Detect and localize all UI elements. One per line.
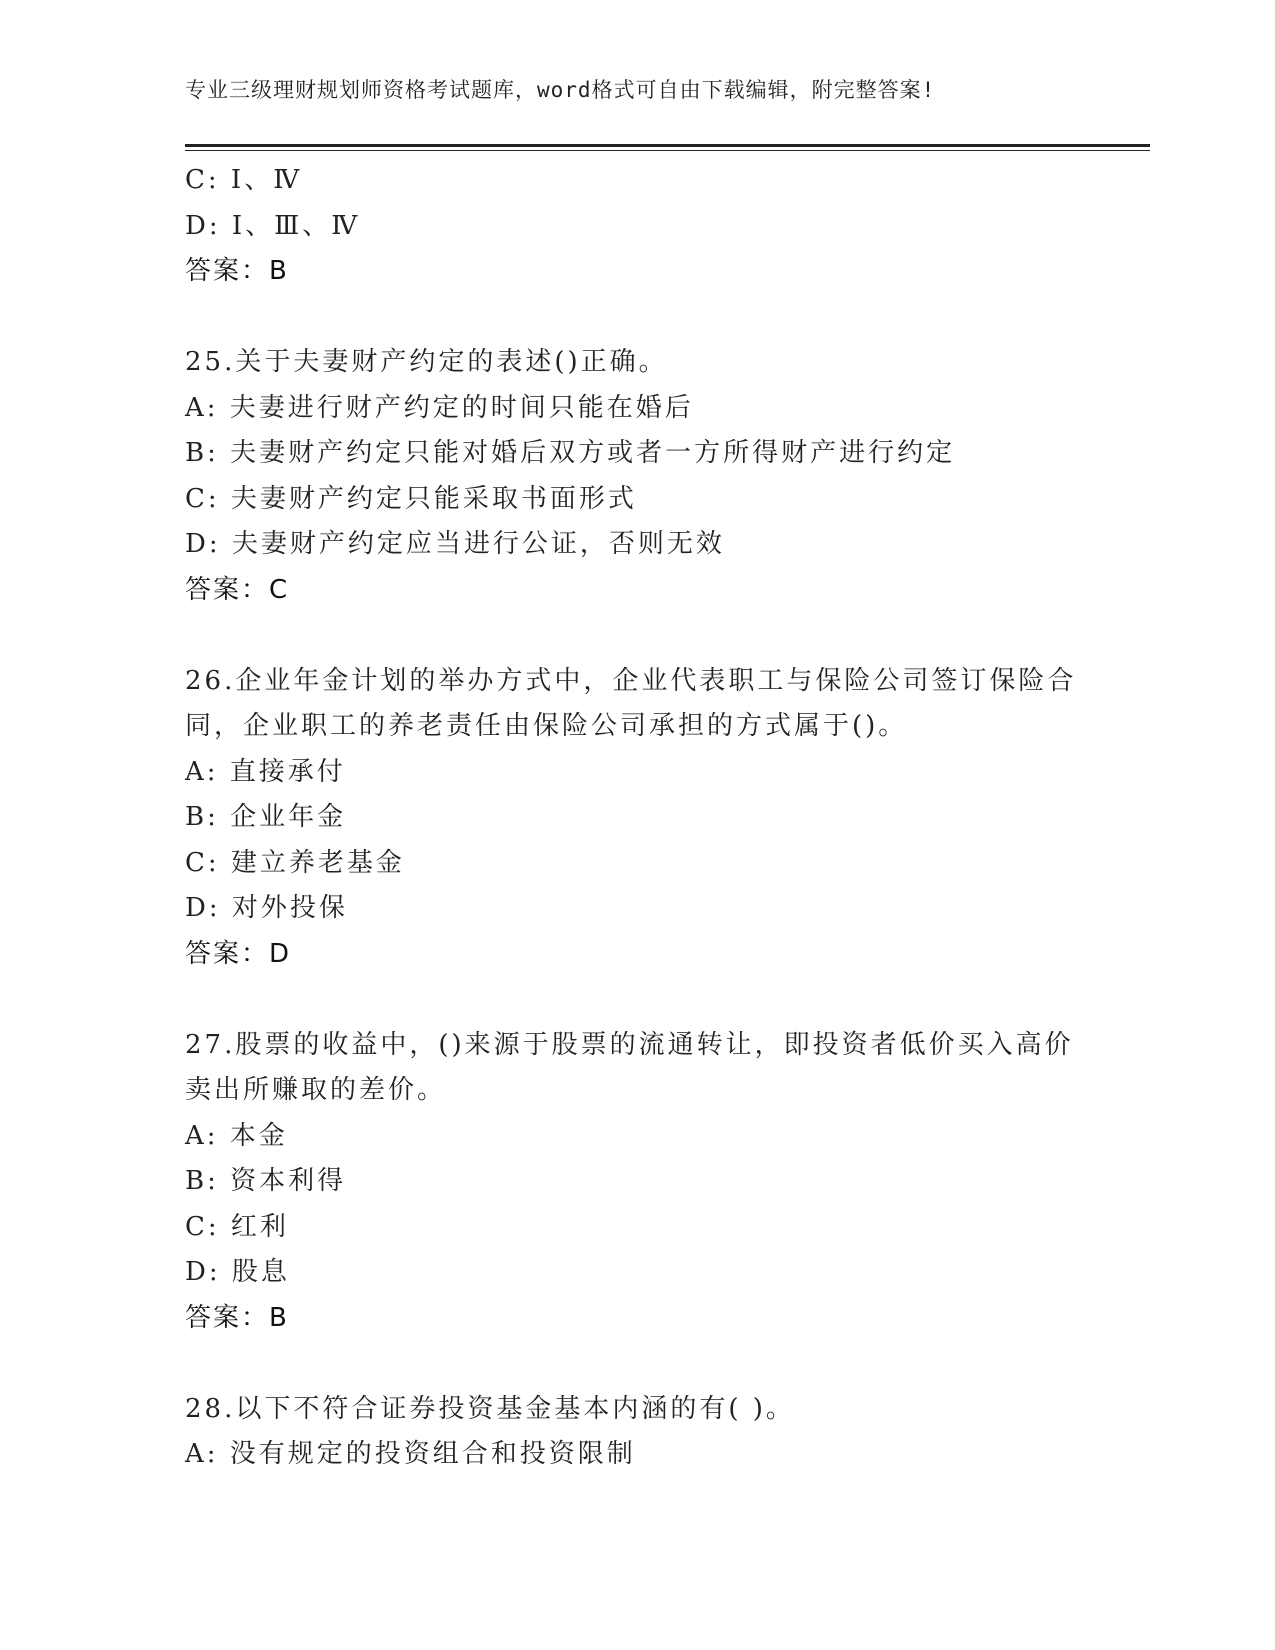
page-header: 专业三级理财规划师资格考试题库，word格式可自由下载编辑，附完整答案! bbox=[185, 78, 936, 102]
option-c: C: Ⅰ、Ⅳ bbox=[185, 165, 303, 195]
option-a: A: 夫妻进行财产约定的时间只能在婚后 bbox=[185, 392, 694, 423]
header-rule-thin bbox=[185, 150, 1150, 151]
question-list bbox=[185, 158, 1085, 1478]
answer-line: 答案：D bbox=[185, 938, 292, 969]
header-rule-thick bbox=[185, 144, 1150, 147]
option-c: C: 夫妻财产约定只能采取书面形式 bbox=[185, 483, 637, 514]
question-text: 26.企业年金计划的举办方式中，企业代表职工与保险公司签订保险合 bbox=[185, 665, 1077, 696]
option-a: A: 没有规定的投资组合和投资限制 bbox=[185, 1439, 636, 1469]
question-block bbox=[185, 1023, 1085, 1342]
option-d: D: Ⅰ、Ⅲ、Ⅳ bbox=[185, 210, 361, 241]
option-d: D: 股息 bbox=[185, 1257, 290, 1287]
option-b: B: 资本利得 bbox=[185, 1166, 347, 1196]
question-block bbox=[185, 1387, 1085, 1478]
question-text: 同，企业职工的养老责任由保险公司承担的方式属于()。 bbox=[185, 711, 908, 741]
answer-line: 答案：B bbox=[185, 1302, 289, 1333]
question-text: 27.股票的收益中，()来源于股票的流通转让，即投资者低价买入高价 bbox=[185, 1029, 1074, 1060]
option-a: A: 直接承付 bbox=[185, 756, 346, 787]
option-c: C: 红利 bbox=[185, 1211, 289, 1242]
question-block bbox=[185, 158, 1085, 295]
option-d: D: 夫妻财产约定应当进行公证，否则无效 bbox=[185, 529, 725, 559]
option-c: C: 建立养老基金 bbox=[185, 847, 405, 878]
question-text: 25.关于夫妻财产约定的表述()正确。 bbox=[185, 347, 668, 377]
question-text: 卖出所赚取的差价。 bbox=[185, 1075, 447, 1105]
option-b: B: 夫妻财产约定只能对婚后双方或者一方所得财产进行约定 bbox=[185, 438, 956, 468]
option-b: B: 企业年金 bbox=[185, 802, 347, 832]
option-d: D: 对外投保 bbox=[185, 893, 348, 923]
answer-line: 答案：B bbox=[185, 256, 289, 286]
question-text: 28.以下不符合证券投资基金基本内涵的有( )。 bbox=[185, 1393, 795, 1424]
answer-line: 答案：C bbox=[185, 574, 290, 605]
option-a: A: 本金 bbox=[185, 1120, 288, 1151]
question-block bbox=[185, 340, 1085, 613]
question-block bbox=[185, 659, 1085, 978]
